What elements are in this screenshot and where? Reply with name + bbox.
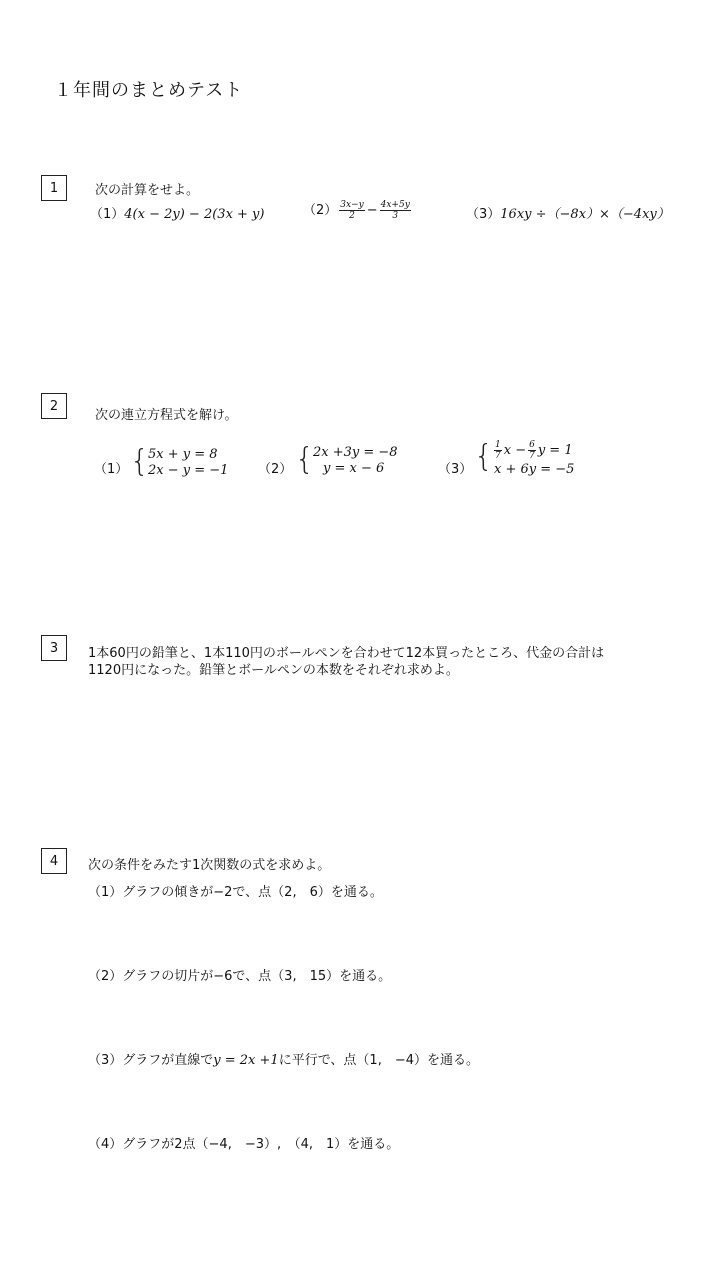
q1-part2-numerator2: 4𝑥+5𝑦 <box>380 200 410 210</box>
q1-part2-numerator1: 3𝑥−𝑦 <box>340 200 364 210</box>
q2-part3-fraction1 <box>494 440 502 461</box>
q1-part2-label: （2） <box>303 203 338 218</box>
q1-part2-fraction2 <box>380 200 411 221</box>
q2-part3-equation2: 𝑥 + 6𝑦 = −5 <box>494 462 575 477</box>
question-number-box-2: 2 <box>41 393 67 419</box>
q2-part3-end: 𝑦 = 1 <box>537 443 573 458</box>
q2-part2-brace: { <box>295 442 315 477</box>
q1-part3-label: （3） <box>466 207 501 222</box>
q2-part2-equation2: 𝑦 = 𝑥 − 6 <box>323 461 385 476</box>
q1-part1-label: （1） <box>90 207 125 222</box>
q1-part2-denominator1: 2 <box>349 211 355 221</box>
q1-instruction: 次の計算をせよ。 <box>95 183 200 198</box>
q4-part2: （2）グラフの切片が−6で、点（3, 15）を通る。 <box>88 969 392 984</box>
q1-part3-expression: 16𝑥𝑦 ÷（−8𝑥）×（−4𝑥𝑦） <box>500 207 670 222</box>
q2-part2-equation1: 2𝑥 +3𝑦 = −8 <box>313 445 398 460</box>
q2-part3-fraction2 <box>528 440 536 461</box>
q4-part3-line-equation: 𝑦 = 2𝑥 +1 <box>213 1053 279 1068</box>
q1-part2 <box>303 199 413 221</box>
q2-part1-brace: { <box>130 444 150 479</box>
q4-instruction: 次の条件をみたす1次関数の式を求めよ。 <box>88 858 331 873</box>
q1-part3 <box>466 203 670 222</box>
q2-part3-mid: 𝑥 − <box>503 443 527 458</box>
q3-line1: 1本60円の鉛筆と、1本110円のボールペンを合わせて12本買ったところ、代金の合計は <box>88 646 605 661</box>
q4-part3-prefix: （3）グラフが直線で <box>88 1053 214 1068</box>
q2-part3-denominator2: 7 <box>529 451 535 461</box>
q3-line2: 1120円になった。鉛筆とボールペンの本数をそれぞれ求めよ。 <box>88 663 459 678</box>
question-number-box-4: 4 <box>41 848 67 874</box>
q2-part3-system <box>492 440 574 478</box>
q2-part3-denominator1: 7 <box>495 451 501 461</box>
q1-part1-expression: 4(𝑥 − 2𝑦) − 2(3𝑥 + 𝑦) <box>124 207 265 222</box>
question-number-box-3: 3 <box>41 635 67 661</box>
q4-part4: （4）グラフが2点（−4, −3）, （4, 1）を通る。 <box>88 1137 400 1152</box>
q2-part1-label: （1） <box>94 462 129 477</box>
question-number-box-1: 1 <box>41 175 67 201</box>
q2-instruction: 次の連立方程式を解け。 <box>95 408 238 423</box>
q2-part3-label: （3） <box>438 462 473 477</box>
q4-part3-suffix: に平行で、点（1, −4）を通る。 <box>278 1053 479 1068</box>
q2-part3-equation1 <box>492 440 574 462</box>
q2-part1-equation2: 2𝑥 − 𝑦 = −1 <box>148 463 229 478</box>
q2-part3-numerator2: 6 <box>529 440 535 450</box>
q2-part2-system <box>313 445 398 477</box>
q1-part1 <box>90 203 264 222</box>
q3-text <box>88 645 604 679</box>
q2-part1-equation1: 5𝑥 + 𝑦 = 8 <box>148 447 218 462</box>
page-title: １年間のまとめテスト <box>54 80 244 101</box>
q2-part3-brace: { <box>474 439 494 474</box>
q1-part2-denominator2: 3 <box>392 211 399 221</box>
q1-part2-fraction1 <box>339 200 364 221</box>
q4-part3 <box>88 1049 479 1068</box>
q1-part2-minus: − <box>366 203 378 218</box>
q2-part2-label: （2） <box>258 462 293 477</box>
q2-part1-system <box>148 447 228 479</box>
q2-part3-numerator1: 1 <box>495 440 501 450</box>
q4-part1: （1）グラフの傾きが−2で、点（2, 6）を通る。 <box>88 885 383 900</box>
